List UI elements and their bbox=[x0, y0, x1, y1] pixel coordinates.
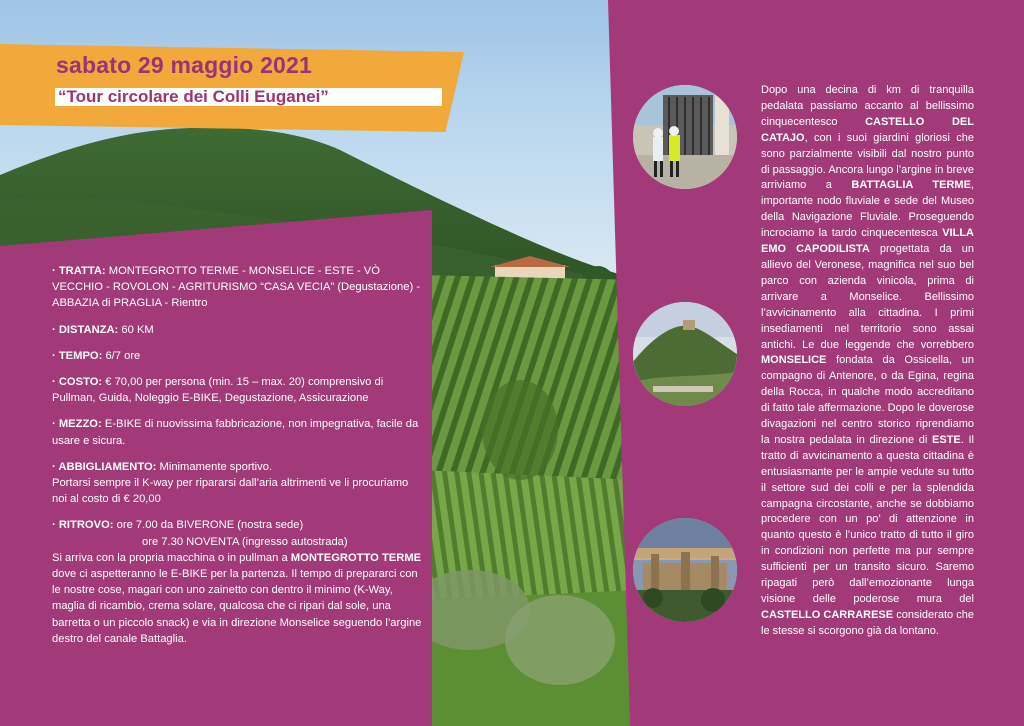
distanza-value: 60 KM bbox=[118, 323, 154, 336]
tour-info bbox=[52, 263, 422, 647]
story-text-5: fondata da Ossicella, un compagno di Antenore, o da Egina, regina della Rocca, in qualche modo accreditano di fatto tale affermazione. Dopo le doverose divagazioni nel centro storico riprendiamo la nostra pedalata in direzione di bbox=[761, 354, 974, 446]
story-bold-monselice: MONSELICE bbox=[761, 354, 827, 367]
story-text-3: , importante nodo fluviale e sede del Museo della Navigazione Fluviale. Proseguendo incrociamo la tardo cinquecentesca bbox=[761, 179, 974, 240]
castle-walls-image bbox=[633, 518, 737, 622]
hill-rocca-image bbox=[633, 302, 737, 406]
mezzo-label: · MEZZO: bbox=[52, 418, 102, 431]
arrival-bold: MONTEGROTTO TERME bbox=[290, 551, 422, 564]
distanza-label: · DISTANZA: bbox=[52, 323, 119, 336]
story-bold-este: ESTE bbox=[932, 433, 961, 446]
gate-cyclists-image bbox=[633, 85, 737, 189]
story-text-2: , con i suoi giardini gloriosi che sono parzialmente visibili dal nostro punto di passaggio. Ancora lungo l’argine in breve arriviamo a bbox=[761, 131, 974, 192]
ritrovo-label: · RITROVO: bbox=[52, 519, 114, 532]
story-bold-villa-emo: VILLA EMO CAPODILISTA bbox=[761, 227, 974, 256]
info-tempo bbox=[52, 348, 422, 364]
ritrovo-value-1: ore 7.00 da BIVERONE (nostra sede) bbox=[113, 519, 304, 532]
arrival-text-2: dove ci aspetteranno le E-BIKE per la partenza. Il tempo di prepararci con le nostre cose, magari con uno zainetto con dentro il minimo (K-Way, maglia di ricambio, crema solare, qualcosa che ci ripari dal sole, una barretta o un piccolo snack) e via in direzione Monselice seguendo l’argine destro del canale Battaglia. bbox=[52, 568, 422, 645]
story-text-7: considerato che le stesse si scorgono già da lontano. bbox=[761, 608, 975, 637]
info-distanza bbox=[52, 322, 422, 338]
costo-label: · COSTO: bbox=[52, 376, 103, 389]
info-mezzo bbox=[52, 416, 422, 448]
info-costo bbox=[52, 374, 422, 406]
abbigliamento-value: Minimamente sportivo. bbox=[156, 460, 273, 473]
photo-este bbox=[633, 518, 737, 622]
tour-title: “Tour circolare dei Colli Euganei” bbox=[58, 87, 329, 106]
mezzo-value: E-BIKE di nuovissima fabbricazione, non impegnativa, facile da usare e sicura. bbox=[52, 418, 419, 447]
ritrovo-value-2: ore 7.30 NOVENTA (ingresso autostrada) bbox=[142, 535, 348, 548]
tratta-value: MONTEGROTTO TERME - MONSELICE - ESTE - VÒ VECCHIO - ROVOLON - AGRITURISMO “CASA VECIA” (Degustazione) - ABBAZIA di PRAGLIA - Rientro bbox=[52, 265, 421, 310]
story-text-6: . Il tratto di avvicinamento a questa cittadina è entusiasmante per le ampie vedute su tutto il settore sud dei colli e per la splendida campagna circostante, anche se dobbiamo procedere con un po’ di attenzione in quanto questo è l’unico tratto di tutto il giro in condizioni non perfette ma pur sempre sufficienti per un transito sicuro. Saremo ripagati però dall’emozionante lunga visione delle poderose mura del bbox=[761, 433, 974, 605]
abbigliamento-label: · ABBIGLIAMENTO: bbox=[52, 460, 157, 473]
tratta-label: · TRATTA: bbox=[52, 265, 106, 277]
event-date: sabato 29 maggio 2021 bbox=[56, 52, 313, 78]
tempo-value: 6/7 ore bbox=[102, 349, 141, 362]
story-text-1: Dopo una decina di km di tranquilla pedalata passiamo accanto al bellissimo cinquecentesco bbox=[761, 84, 974, 128]
story-bold-castello-carrarese: CASTELLO CARRARESE bbox=[761, 608, 894, 621]
info-abbigliamento bbox=[52, 459, 422, 508]
costo-value: € 70,00 per persona (min. 15 – max. 20) comprensivo di Pullman, Guida, Noleggio E-BIKE, Degustazione, Assicurazione bbox=[52, 376, 384, 405]
story-bold-battaglia: BATTAGLIA TERME bbox=[851, 179, 971, 192]
description-paragraph bbox=[761, 83, 974, 640]
tempo-label: · TEMPO: bbox=[52, 349, 103, 362]
story-bold-catajo: CASTELLO DEL CATAJO bbox=[761, 115, 974, 144]
tour-description bbox=[761, 83, 974, 640]
arrival-text-1: Si arriva con la propria macchina o in pullman a bbox=[52, 551, 291, 564]
info-ritrovo bbox=[52, 517, 422, 647]
photo-castello-catajo bbox=[633, 85, 737, 189]
info-tratta bbox=[52, 263, 422, 312]
abbigliamento-note: Portarsi sempre il K-way per ripararsi dall’aria altrimenti ve li procuriamo noi al costo di € 20,00 bbox=[52, 477, 409, 506]
photo-monselice bbox=[633, 302, 737, 406]
story-text-4: progettata da un allievo del Veronese, magnifica nel suo bel parco con azienda vinicola, prima di arrivare a Monselice. Bellissimo l’avvicinamento alla cittadina. I primi insediamenti nel territorio sono assai antichi. Le due leggende che vorrebbero bbox=[761, 243, 974, 351]
